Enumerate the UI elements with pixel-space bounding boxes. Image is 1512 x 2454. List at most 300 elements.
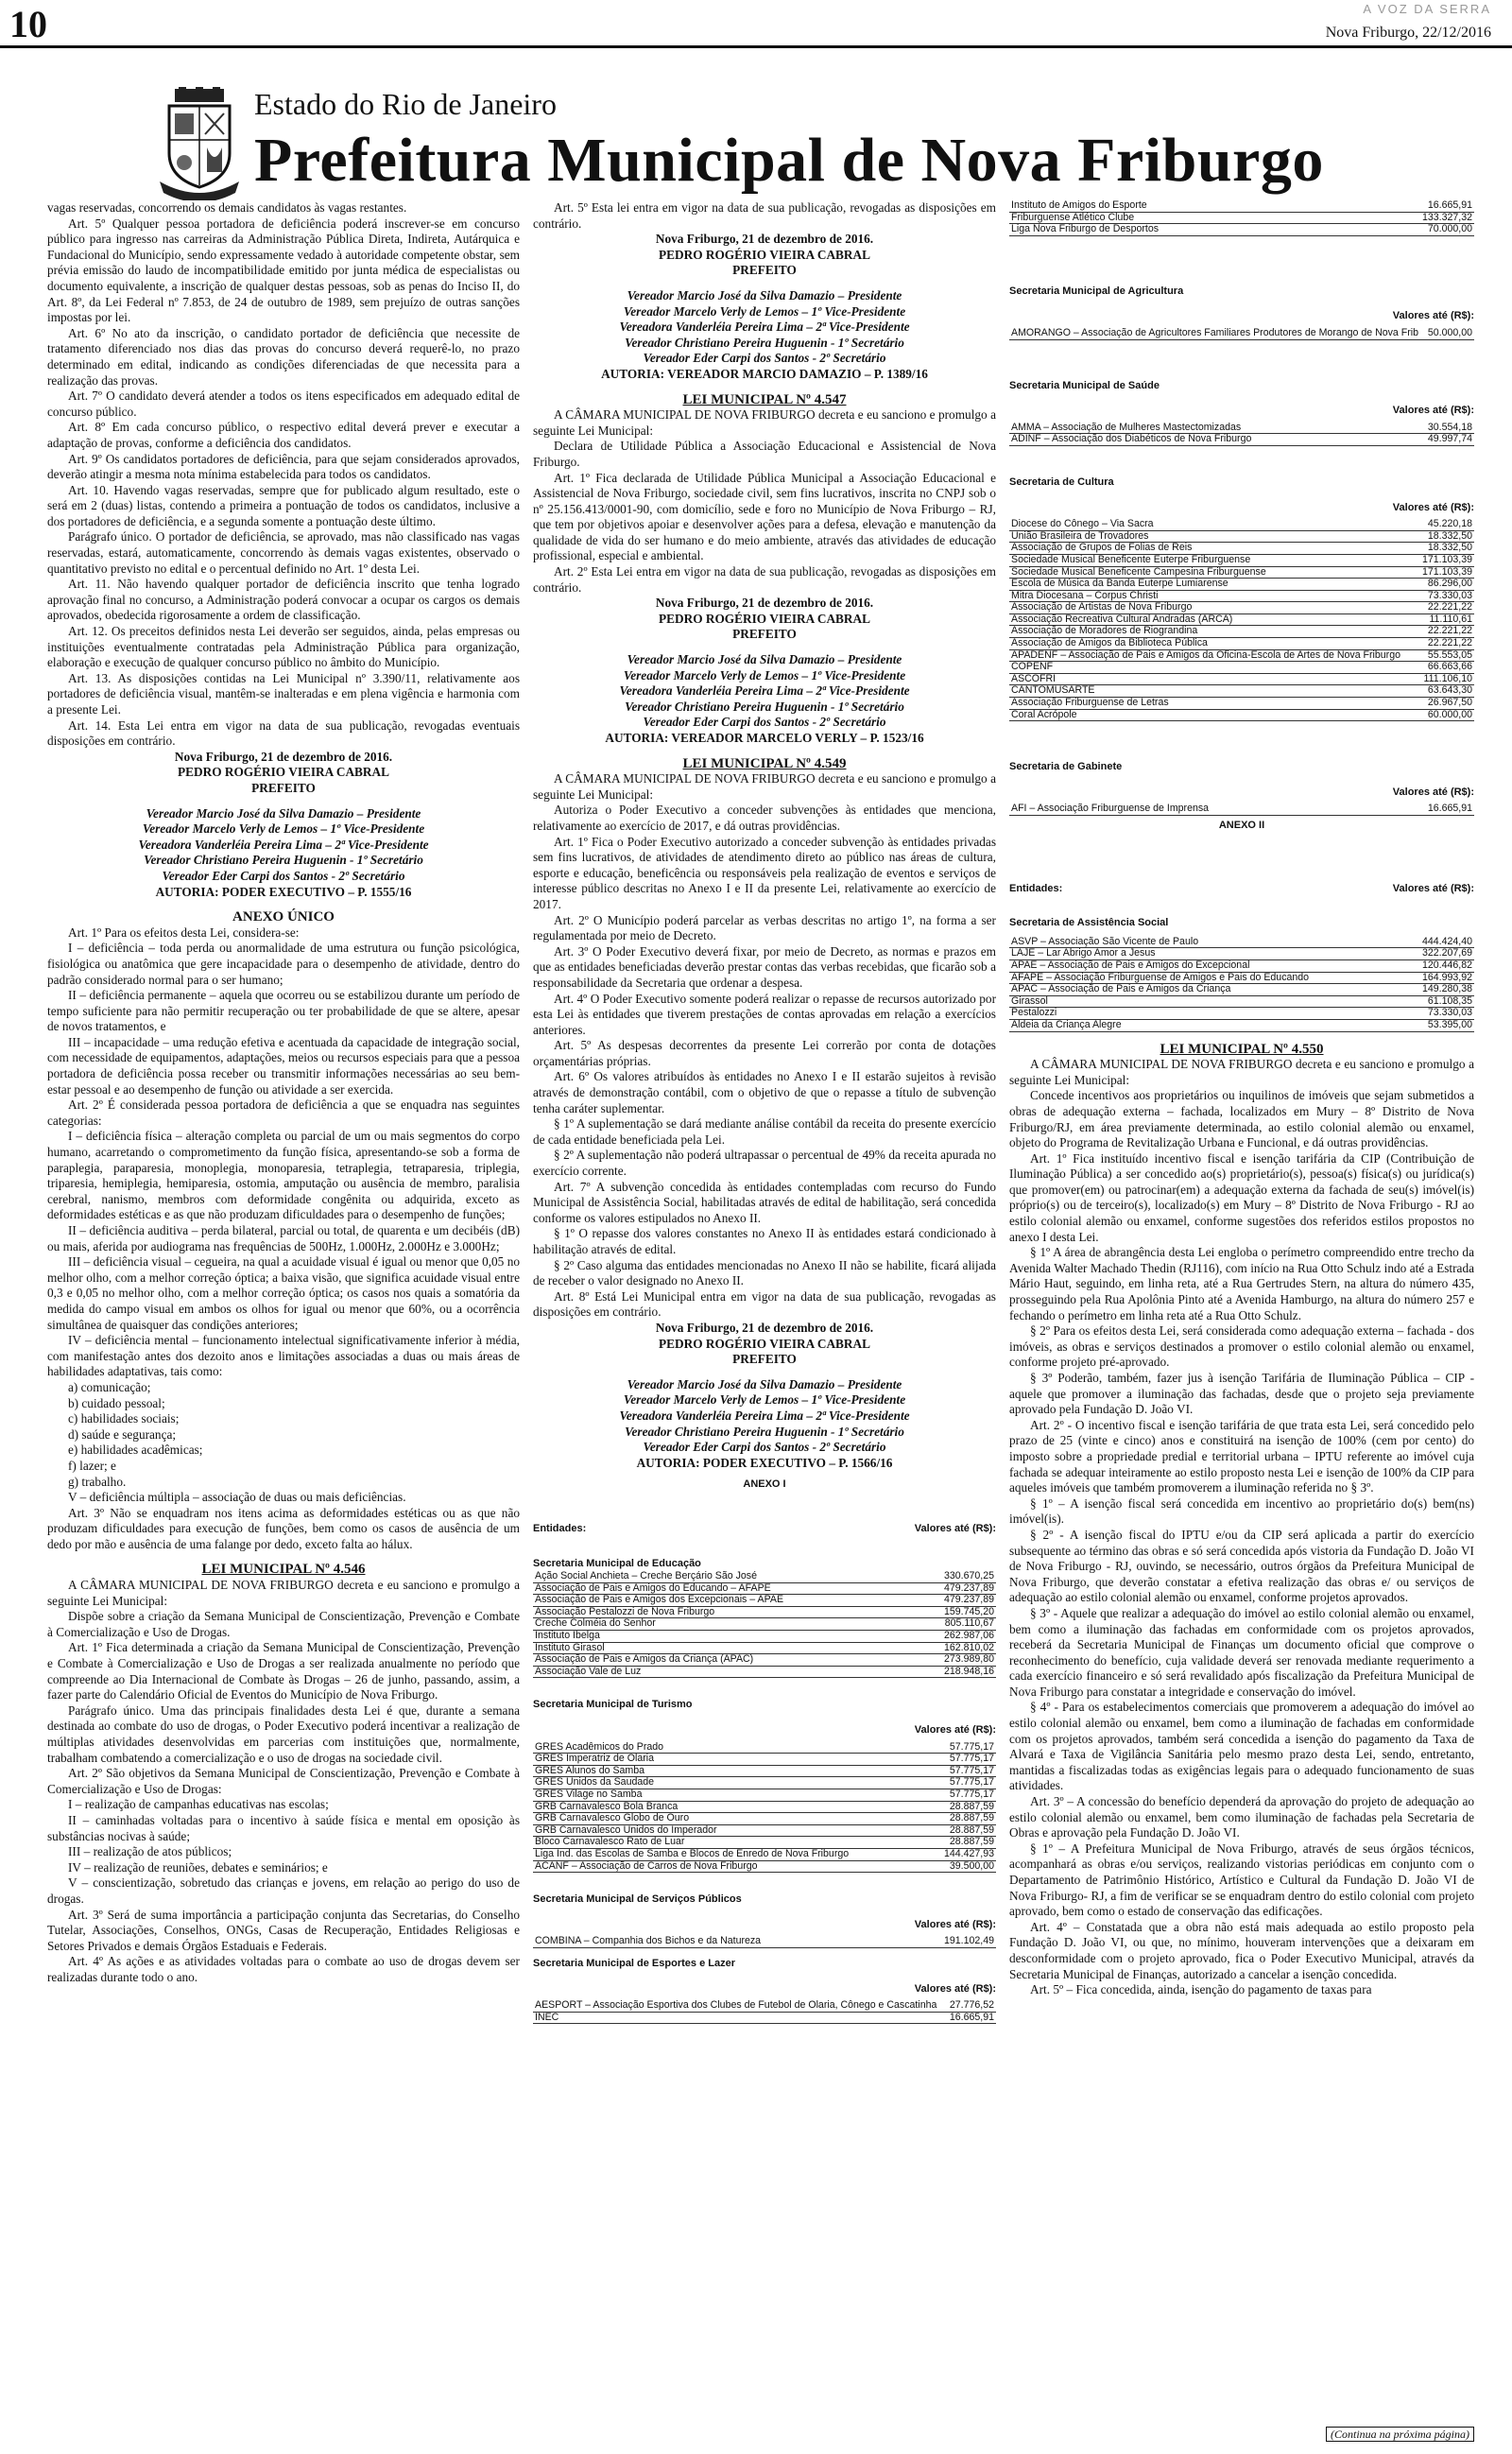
law-title: LEI MUNICIPAL Nº 4.550 xyxy=(1160,1041,1324,1057)
table-row xyxy=(533,1837,996,1849)
table-row xyxy=(533,1595,996,1607)
signatory: Vereador Marcelo Verly de Lemos – 1º Vice-Presidente xyxy=(623,667,906,683)
table-row xyxy=(533,1618,996,1631)
table-row xyxy=(533,1936,996,1947)
table-row xyxy=(533,2012,996,2024)
table-row xyxy=(1009,328,1474,339)
paragraph: Art. 2º Esta Lei entra em vigor na data de sua publicação, revogadas as disposições em contrário. xyxy=(533,564,996,595)
entity-value: 45.220,18 xyxy=(1418,519,1474,530)
entity-value: 479.237,89 xyxy=(915,1582,996,1595)
paragraph: Art. 9º Os candidatos portadores de deficiência, para que sejam considerados aprovados, deverão atingir a mesma nota mínima estabelecida para todos os candidatos. xyxy=(47,451,520,482)
entity-value: 159.745,20 xyxy=(915,1606,996,1618)
entity-name: AESPORT – Associação Esportiva dos Clubes de Futebol de Olaria, Cônego e Cascatinha xyxy=(533,2000,947,2012)
entity-value: 57.775,17 xyxy=(929,1765,996,1777)
paragraph: § 3º - Aquele que realizar a adequação do imóvel ao estilo colonial alemão ou enxamel, bem como a iluminação das fachadas em conformidade com os projetos aprovados, receberá da Secretaria Municipal de Finanças um documento oficial que comprove o reconhecimento do benefício, cuja validade deverá ser renovada mediante requerimento a cada exercício financeiro e só será revalidado após fiscalização da Prefeitura Municipal de Nova Friburgo para constatar a integridade e conservação do imóvel. xyxy=(1009,1605,1474,1699)
paragraph: Art. 10. Havendo vagas reservadas, sempre que for publicado algum resultado, este o será em 2 (duas) listas, contendo a primeira a pontuação de todos os candidatos, inclusive a dos portadores de deficiência, e a segunda somente a pontuação deste último. xyxy=(47,482,520,528)
entity-value: 218.948,16 xyxy=(915,1666,996,1678)
paragraph: Art. 2º O Município poderá parcelar as verbas descritas no artigo 1º, na forma a ser regulamentada por meio de Decreto. xyxy=(533,912,996,943)
paragraph: Art. 2º - O incentivo fiscal e isenção tarifária de que trata esta Lei, será concedido pelo prazo de 25 (vinte e cinco) anos e constituirá na isenção de 100% (cem por cento) do imposto sobre a propriedade predial e territorial urbana – IPTU referente ao imóvel cuja fachada se adequar inteiramente ao estilo proposto nesta Lei e isenção de 100% da CIP para aqueles imóveis que também promoverem a iluminação referida no § 3º. xyxy=(1009,1417,1474,1495)
table-row xyxy=(1009,602,1474,614)
mayor-title: PREFEITO xyxy=(732,1352,797,1367)
signatory: Vereadora Vanderléia Pereira Lima – 2ª Vice-Presidente xyxy=(138,837,429,852)
paragraph: Art. 12. Os preceitos definidos nesta Lei deverão ser seguidos, ainda, pelas empresas ou instituições eventualmente contratadas pela Administração Pública para organização, elaboração e execução de qualquer concurso público no âmbito do Município. xyxy=(47,624,520,670)
signatory: Vereador Marcelo Verly de Lemos – 1º Vice-Presidente xyxy=(623,1392,906,1408)
entity-name: GRES Unidos da Saudade xyxy=(533,1777,929,1789)
entity-value: 164.993,92 xyxy=(1403,972,1474,984)
entity-name: Associação de Pais e Amigos dos Excepcionais – APAE xyxy=(533,1595,915,1607)
entity-name: Associação Recreativa Cultural Andradas (ARCA) xyxy=(1009,614,1418,626)
values-label: Valores até (R$): xyxy=(1392,786,1474,798)
entity-value: 149.280,38 xyxy=(1403,984,1474,996)
paragraph: § 1º – A isenção fiscal será concedida em incentivo ao proprietário do(s) bem(ns) imóvel(is). xyxy=(1009,1495,1474,1527)
table-row xyxy=(533,1754,996,1766)
entity-name: GRB Carnavalesco Unidos do Imperador xyxy=(533,1824,929,1837)
law-title: LEI MUNICIPAL Nº 4.547 xyxy=(682,391,847,407)
paragraph: V – deficiência múltipla – associação de duas ou mais deficiências. xyxy=(68,1490,406,1505)
entity-name: AFI – Associação Friburguense de Imprensa xyxy=(1009,804,1384,815)
column-2 xyxy=(533,200,996,2024)
paragraph: Art. 1º Fica declarada de Utilidade Pública Municipal a Associação Educacional e Assistencial de Nova Friburgo, sociedade civil, sem fins lucrativos, inscrita no CNPJ sob o nº 25.156.413/0001-90, com domicílio, sede e foro no Município de Nova Friburgo – RJ, que tem por objetivos apoiar e desenvolver ações para a defesa, elevação e manutenção da qualidade de vida do ser humano e do meio ambiente, através das atividades de educação profissional, especial e ambiental. xyxy=(533,470,996,563)
mayor-title: PREFEITO xyxy=(732,263,797,278)
table-row xyxy=(1009,685,1474,698)
table-row xyxy=(1009,698,1474,710)
table-educacao xyxy=(533,1571,996,1678)
entity-name: ASCOFRI xyxy=(1009,673,1418,685)
entity-value: 330.670,25 xyxy=(915,1571,996,1582)
entity-name: Instituto Ibelga xyxy=(533,1631,915,1643)
entity-value: 22.221,22 xyxy=(1418,602,1474,614)
paragraph: § 2º A suplementação não poderá ultrapassar o percentual de 49% da receita apurada no exercício corrente. xyxy=(533,1148,996,1179)
column-1 xyxy=(47,200,520,1986)
table-row xyxy=(1009,1019,1474,1031)
table-row xyxy=(1009,709,1474,721)
section-title: Secretaria Municipal de Agricultura xyxy=(1009,285,1184,297)
entity-value: 16.665,91 xyxy=(1384,804,1474,815)
entity-value: 39.500,00 xyxy=(929,1860,996,1873)
section-title: Secretaria de Cultura xyxy=(1009,475,1114,488)
entity-name: Associação de Pais e Amigos do Educando – AFAPE xyxy=(533,1582,915,1595)
entity-name: INEC xyxy=(533,2012,947,2024)
entity-name: ASVP – Associação São Vicente de Paulo xyxy=(1009,937,1403,948)
entity-name: Associação de Moradores de Riograndina xyxy=(1009,626,1418,638)
paragraph: Parágrafo único. Uma das principais finalidades desta Lei é que, durante a semana destinada ao combate do uso de drogas, o Poder Executivo poderá incentivar a realização de múltiplas atividades desenvolvidas em parcerias com instituições que, normalmente, trabalham combatendo a comercialização e o uso de drogas na sociedade civil. xyxy=(47,1702,520,1765)
table-row xyxy=(1009,423,1474,434)
signatory: Vereadora Vanderléia Pereira Lima – 2ª Vice-Presidente xyxy=(619,683,910,699)
entity-value: 11.110,61 xyxy=(1418,614,1474,626)
values-label: Valores até (R$): xyxy=(914,1724,996,1737)
mayor-name: PEDRO ROGÉRIO VIEIRA CABRAL xyxy=(659,611,870,626)
table-row xyxy=(533,1631,996,1643)
entity-name: Bloco Carnavalesco Rato de Luar xyxy=(533,1837,929,1849)
table-row xyxy=(533,1582,996,1595)
table-row xyxy=(1009,804,1474,815)
entity-value: 322.207,69 xyxy=(1403,948,1474,960)
paragraph: Art. 5º – Fica concedida, ainda, isenção do pagamento de taxas para xyxy=(1030,1982,1372,1997)
table-row xyxy=(533,1654,996,1667)
paragraph: Art. 1º Para os efeitos desta Lei, considera-se: xyxy=(68,925,300,940)
entity-name: Associação de Grupos de Folias de Reis xyxy=(1009,543,1418,555)
mayor-name: PEDRO ROGÉRIO VIEIRA CABRAL xyxy=(659,1336,870,1351)
table-row xyxy=(1009,212,1474,224)
paragraph: Art. 4º O Poder Executivo somente poderá realizar o repasse de recursos autorizado por esta Lei às entidades que tiverem prestações de contas aprovadas em relação a exercícios anteriores. xyxy=(533,991,996,1037)
paragraph: e) habilidades acadêmicas; xyxy=(68,1443,203,1458)
table-row xyxy=(1009,995,1474,1008)
entity-name: Diocese do Cônego – Via Sacra xyxy=(1009,519,1418,530)
page-date: Nova Friburgo, 22/12/2016 xyxy=(1325,25,1491,41)
entity-name: Pestalozzi xyxy=(1009,1008,1403,1020)
paragraph: Art. 11. Não havendo qualquer portador de deficiência inscrito que tenha logrado aprovação final no concurso, a Administração poderá convocar a ocupar os cargos os demais aprovados, obedecida rigorosamente a ordem de classificação. xyxy=(47,577,520,623)
paragraph: Art. 13. As disposições contidas na Lei Municipal nº 3.390/11, relativamente aos portadores de deficiência visual, mantêm-se inalteradas e em plena vigência e harmonia com a presente Lei. xyxy=(47,670,520,717)
signatory: Vereador Marcio José da Silva Damazio – Presidente xyxy=(627,1376,902,1391)
place-date: Nova Friburgo, 21 de dezembro de 2016. xyxy=(174,749,393,764)
table-turismo xyxy=(533,1742,996,1874)
entities-label: Entidades: xyxy=(533,1522,587,1534)
table-row xyxy=(533,1642,996,1654)
paragraph: Art. 5º Esta lei entra em vigor na data de sua publicação, revogadas as disposições em contrário. xyxy=(533,200,996,231)
paragraph: Art. 2º É considerada pessoa portadora de deficiência a que se enquadra nas seguintes categorias: xyxy=(47,1097,520,1128)
annex-title: ANEXO ÚNICO xyxy=(232,909,335,925)
entity-name: CANTOMUSARTE xyxy=(1009,685,1418,698)
entity-value: 57.775,17 xyxy=(929,1754,996,1766)
table-row xyxy=(1009,519,1474,530)
newspaper-name: A VOZ DA SERRA xyxy=(1363,2,1491,16)
table-esportes-cont xyxy=(1009,200,1474,236)
entity-name: Girassol xyxy=(1009,995,1403,1008)
mayor-name: PEDRO ROGÉRIO VIEIRA CABRAL xyxy=(178,765,389,780)
entity-name: Instituto de Amigos do Esporte xyxy=(1009,200,1352,212)
table-row xyxy=(533,1571,996,1582)
paragraph: Autoriza o Poder Executivo a conceder subvenções às entidades que menciona, relativamente ao exercício de 2017, e dá outras providências. xyxy=(533,803,996,833)
entity-name: Mitra Diocesana – Corpus Christi xyxy=(1009,590,1418,602)
entity-value: 28.887,59 xyxy=(929,1824,996,1837)
paragraph: Art. 7º O candidato deverá atender a todos os itens especificados em adequado edital de concurso público. xyxy=(47,389,520,419)
paragraph: Art. 1º Fica o Poder Executivo autorizado a conceder subvenção às entidades privadas sem fins lucrativos, de atividades de atendimento direto ao público nas áreas de cultura, esporte e educação, beneficência ou responsáveis pela realização de eventos e serviços de interesse público descritas no Anexo I e II da presente Lei, relativamente ao exercício de 2017. xyxy=(533,834,996,911)
entity-value: 273.989,80 xyxy=(915,1654,996,1667)
table-row xyxy=(533,1606,996,1618)
paragraph: Art. 8º Está Lei Municipal entra em vigor na data de sua publicação, revogadas as disposições em contrário. xyxy=(533,1288,996,1320)
authorship: AUTORIA: PODER EXECUTIVO – P. 1555/16 xyxy=(155,884,412,899)
paragraph: Art. 3º Não se enquadram nos itens acima as deformidades estéticas ou as que não produzam dificuldades para execução de funções, bem como os casos de ausência de um dedo por mão e ausência de uma falange por dedo, exceto falta ao hálux. xyxy=(47,1505,520,1551)
entity-value: 171.103,39 xyxy=(1418,554,1474,566)
paragraph: Concede incentivos aos proprietários ou inquilinos de imóveis que sejam submetidos a obras de adequação externa – fachada, localizados em Mury – 8º Distrito de Nova Friburgo/RJ, em área previamente determinada, ao estilo colonial alemão ou enxamel, objeto do Programa de Revitalização Urbana e Funcional, e dá outras providências. xyxy=(1009,1088,1474,1150)
table-row xyxy=(1009,566,1474,579)
entity-name: AMMA – Associação de Mulheres Mastectomizadas xyxy=(1009,423,1398,434)
entity-value: 262.987,06 xyxy=(915,1631,996,1643)
signatory: Vereador Marcio José da Silva Damazio – Presidente xyxy=(146,805,421,821)
entity-value: 63.643,30 xyxy=(1418,685,1474,698)
table-gabinete xyxy=(1009,804,1474,816)
values-label: Valores até (R$): xyxy=(914,1982,996,1995)
entity-name: Sociedade Musical Beneficente Campesina Friburguense xyxy=(1009,566,1418,579)
paragraph: Art. 3º – A concessão do benefício dependerá da aprovação do projeto de adequação ao estilo colonial alemão ou enxamel, bem como iluminação de fachadas pela Secretaria de Obras e aprovação pela Fundação D. João VI. xyxy=(1009,1794,1474,1840)
table-row xyxy=(1009,543,1474,555)
entity-name: AMORANGO – Associação de Agricultores Familiares Produtores de Morango de Nova Frib xyxy=(1009,328,1425,339)
table-row xyxy=(1009,638,1474,650)
city-crest-icon xyxy=(156,87,243,200)
mayor-title: PREFEITO xyxy=(251,780,316,795)
entity-value: 26.967,50 xyxy=(1418,698,1474,710)
paragraph: A CÂMARA MUNICIPAL DE NOVA FRIBURGO decreta e eu sanciono e promulgo a seguinte Lei Municipal: xyxy=(533,771,996,802)
place-date: Nova Friburgo, 21 de dezembro de 2016. xyxy=(655,232,874,247)
entity-value: 49.997,74 xyxy=(1398,434,1474,446)
entity-value: 144.427,93 xyxy=(929,1848,996,1860)
entity-value: 57.775,17 xyxy=(929,1789,996,1802)
entity-name: Associação Vale de Luz xyxy=(533,1666,915,1678)
values-label: Valores até (R$): xyxy=(1392,501,1474,513)
paragraph: Art. 2º São objetivos da Semana Municipal de Conscientização, Prevenção e Combate à Comercialização e Uso de Drogas: xyxy=(47,1766,520,1796)
signatory: Vereadora Vanderléia Pereira Lima – 2ª Vice-Presidente xyxy=(619,320,910,335)
entity-name: COMBINA – Companhia dos Bichos e da Natureza xyxy=(533,1936,908,1947)
signatory: Vereador Eder Carpi dos Santos - 2º Secretário xyxy=(643,715,886,730)
entity-value: 444.424,40 xyxy=(1403,937,1474,948)
signatory: Vereador Marcio José da Silva Damazio – Presidente xyxy=(627,287,902,302)
entities-label: Entidades: xyxy=(1009,882,1063,894)
section-title: Secretaria Municipal de Serviços Públicos xyxy=(533,1893,742,1906)
table-row xyxy=(533,1801,996,1813)
entity-name: Liga Ind. das Escolas de Samba e Blocos de Enredo de Nova Friburgo xyxy=(533,1848,929,1860)
paragraph: V – conscientização, sobretudo das crianças e jovens, em relação ao perigo do uso de drogas. xyxy=(47,1875,520,1906)
mayor-name: PEDRO ROGÉRIO VIEIRA CABRAL xyxy=(659,247,870,262)
table-row xyxy=(1009,673,1474,685)
table-row xyxy=(1009,590,1474,602)
table-row xyxy=(1009,626,1474,638)
entity-name: APAE – Associação de Pais e Amigos do Excepcional xyxy=(1009,959,1403,972)
entity-value: 28.887,59 xyxy=(929,1813,996,1825)
entity-value: 171.103,39 xyxy=(1418,566,1474,579)
entity-value: 479.237,89 xyxy=(915,1595,996,1607)
table-row xyxy=(1009,554,1474,566)
annex-1-title: ANEXO I xyxy=(743,1478,786,1491)
paragraph: Art. 6º Os valores atribuídos às entidades no Anexo I e II estarão sujeitos à revisão através de demonstração contábil, com o objetivo de que o repasse a título de subvenção tenha caráter suplementar. xyxy=(533,1069,996,1115)
column-3 xyxy=(1009,200,1474,1998)
entity-value: 16.665,91 xyxy=(947,2012,996,2024)
entity-value: 22.221,22 xyxy=(1418,626,1474,638)
paragraph: Art. 3º Será de suma importância a participação conjunta das Secretarias, do Conselho Tutelar, Associações, Conselhos, ONGs, Casas de Recuperação, Entidades Religiosas e Setores Privados e demais Órgãos Estaduais e Federais. xyxy=(47,1907,520,1953)
entity-value: 61.108,35 xyxy=(1403,995,1474,1008)
table-esportes xyxy=(533,2000,996,2024)
entity-value: 28.887,59 xyxy=(929,1801,996,1813)
table-row xyxy=(1009,662,1474,674)
paragraph: Parágrafo único. O portador de deficiência, se aprovado, mas não classificado nas vagas reservadas, estará, automaticamente, concorrendo às demais vagas existentes, observado o quantitativo previsto no edital e o percentual definido no Art. 1º desta Lei. xyxy=(47,529,520,576)
table-row xyxy=(533,1860,996,1873)
paragraph: § 1º A área de abrangência desta Lei engloba o perímetro compreendido entre trecho da Avenida Walter Machado Thedin (RJ116), com início na Rua Otto Schulz indo até a Estrada Mário Haut, seguindo, em linha reta, até a Rua Gertrudes Stern, na altura do número 435, prosseguindo pela Rua Apolônia Pinto até a Avenida Hamburgo, na altura do número 257 e fechando o perímetro em linha reta até a Rua Otto Schulz. xyxy=(1009,1245,1474,1322)
entity-value: 120.446,82 xyxy=(1403,959,1474,972)
paragraph: b) cuidado pessoal; xyxy=(68,1395,165,1410)
table-row xyxy=(533,1848,996,1860)
paragraph: A CÂMARA MUNICIPAL DE NOVA FRIBURGO decreta e eu sanciono e promulgo a seguinte Lei Municipal: xyxy=(1009,1057,1474,1087)
table-row xyxy=(533,1777,996,1789)
values-label: Valores até (R$): xyxy=(1392,882,1474,894)
table-cultura xyxy=(1009,519,1474,721)
continued-note xyxy=(1326,2428,1474,2442)
entity-name: GRES Vilage no Samba xyxy=(533,1789,929,1802)
paragraph: Art. 4º – Constatada que a obra não está mais adequada ao estilo proposto pela Fundação D. João VI, ou que, no mínimo, houveram intervenções que a deixaram em desconformidade com o projeto aprovado, fica o Poder Executivo Municipal, através da Secretaria Municipal de Finanças, autorizado a cancelar a isenção concedida. xyxy=(1009,1919,1474,1981)
masthead xyxy=(156,66,1384,208)
entity-value: 16.665,91 xyxy=(1352,200,1474,212)
entity-name: COPENF xyxy=(1009,662,1418,674)
section-title: Secretaria Municipal de Educação xyxy=(533,1557,701,1569)
entity-name: Instituto Girasol xyxy=(533,1642,915,1654)
table-row xyxy=(533,1813,996,1825)
table-row xyxy=(533,1789,996,1802)
entity-value: 73.330,03 xyxy=(1418,590,1474,602)
entity-value: 66.663,66 xyxy=(1418,662,1474,674)
entity-value: 70.000,00 xyxy=(1352,224,1474,236)
entity-name: APAC – Associação de Pais e Amigos da Criança xyxy=(1009,984,1403,996)
entity-name: GRB Carnavalesco Bola Branca xyxy=(533,1801,929,1813)
table-row xyxy=(533,1742,996,1754)
entity-value: 30.554,18 xyxy=(1398,423,1474,434)
entity-name: Associação de Amigos da Biblioteca Pública xyxy=(1009,638,1418,650)
entity-value: 53.395,00 xyxy=(1403,1019,1474,1031)
entity-name: GRES Acadêmicos do Prado xyxy=(533,1742,929,1754)
entity-value: 50.000,00 xyxy=(1425,328,1474,339)
paragraph: § 2º - A isenção fiscal do IPTU e/ou da CIP será aplicada a partir do exercício subsequente ao término das obras e só será concedida após vistoria da Fundação D. João VI de Nova Friburgo - RJ, ouvindo, se necessário, outros órgãos da Prefeitura Municipal de Nova Friburgo, que deverão constatar a efetiva realização das obras e/ ou serviços de adequação ao estilo colonial alemão ou enxamel, conforme projetos aprovados. xyxy=(1009,1527,1474,1605)
entity-name: Ação Social Anchieta – Creche Berçário São José xyxy=(533,1571,915,1582)
signatory: Vereador Marcelo Verly de Lemos – 1º Vice-Presidente xyxy=(623,303,906,319)
entity-name: Associação Friburguense de Letras xyxy=(1009,698,1418,710)
table-row xyxy=(1009,579,1474,591)
table-header xyxy=(1009,881,1474,897)
paragraph: § 3º Poderão, também, fazer jus à isenção Tarifária de Iluminação Pública – CIP - aquele que promover a iluminação das fachadas, desde que o projeto seja previamente aprovado pela Fundação D. João VI. xyxy=(1009,1371,1474,1417)
entity-name: Liga Nova Friburgo de Desportos xyxy=(1009,224,1352,236)
paragraph: § 1º A suplementação se dará mediante análise contábil da receita do presente exercício de cada entidade beneficiada pela Lei. xyxy=(533,1116,996,1147)
table-row xyxy=(1009,1008,1474,1020)
entity-value: 18.332,50 xyxy=(1418,543,1474,555)
table-row xyxy=(1009,530,1474,543)
paragraph: d) saúde e segurança; xyxy=(68,1426,177,1442)
signatory: Vereador Christiano Pereira Huguenin - 1º Secretário xyxy=(625,699,904,714)
entity-name: Sociedade Musical Beneficente Euterpe Friburguense xyxy=(1009,554,1418,566)
table-saude xyxy=(1009,423,1474,446)
section-title: Secretaria Municipal de Saúde xyxy=(1009,379,1160,391)
entity-value: 22.221,22 xyxy=(1418,638,1474,650)
signatory: Vereador Eder Carpi dos Santos - 2º Secretário xyxy=(162,868,405,883)
paragraph: Art. 1º Fica instituído incentivo fiscal e isenção tarifária da CIP (Contribuição de Iluminação Pública) a ser concedido ao(s) proprietário(s), pessoa(s) física(s) ou jurídica(s) que promover(em) ou patrocinar(em) a adequação externa da fachada de seu(s) imóvel(is) próprio(s) ou de terceiro(s), localizado(s) em Mury – 8º Distrito de Nova Friburgo - RJ ao estilo colonial alemão ou enxamel, conforme sugestões dos referidos estilos propostos no anexo I desta Lei. xyxy=(1009,1150,1474,1244)
law-title: LEI MUNICIPAL Nº 4.549 xyxy=(682,755,847,771)
table-row xyxy=(1009,948,1474,960)
signatory: Vereador Christiano Pereira Huguenin - 1º Secretário xyxy=(625,335,904,350)
paragraph: III – realização de atos públicos; xyxy=(68,1844,232,1859)
entity-value: 86.296,00 xyxy=(1418,579,1474,591)
entity-name: Creche Colméia do Senhor xyxy=(533,1618,915,1631)
mayor-title: PREFEITO xyxy=(732,627,797,642)
paragraph: III – deficiência visual – cegueira, na qual a acuidade visual é igual ou menor que 0,05 no melhor olho, com a melhor correção óptica; a baixa visão, que significa acuidade visual entre 0,3 e 0,05 no melhor olho, com a melhor correção óptica; os casos nos quais a somatória da medida do campo visual em ambos os olhos for igual ou menor que 60%, ou a ocorrência simultânea de quaisquer das condições anteriores; xyxy=(47,1254,520,1332)
table-row xyxy=(1009,434,1474,446)
entity-name: APADENF – Associação de Pais e Amigos da Oficina-Escola de Artes de Nova Friburgo xyxy=(1009,649,1418,662)
signatory: Vereador Marcelo Verly de Lemos – 1º Vice-Presidente xyxy=(142,821,425,837)
entity-value: 18.332,50 xyxy=(1418,530,1474,543)
entity-value: 805.110,67 xyxy=(915,1618,996,1631)
table-row xyxy=(1009,200,1474,212)
entity-name: Associação de Pais e Amigos da Criança (APAC) xyxy=(533,1654,915,1667)
paragraph: Art. 5º Qualquer pessoa portadora de deficiência poderá inscrever-se em concurso público para ingresso nas carreiras da Administração Pública Direta, Indireta, Autárquica e Fundacional do Município, sendo expressamente vedado à autoridade competente obstar, sem prévia emissão do laudo de incompatibilidade emitido por junta médica de especialistas ou documento equivalente, a inscrição de qualquer destas pessoas, sob as penas do Inciso II, do Art. 8º, da Lei Federal nº 7.853, de 24 de outubro de 1989, sem prejuízo de outras sanções impostas por lei. xyxy=(47,216,520,325)
continued-label: (Continua na próxima página) xyxy=(1326,2427,1474,2442)
paragraph: Art. 3º O Poder Executivo deverá fixar, por meio de Decreto, as normas e prazos em que as entidades beneficiadas deverão prestar contas das verbas recebidas, que ficarão sob a responsabilidade da Secretaria que ordenar a despesa. xyxy=(533,943,996,990)
entity-name: União Brasileira de Trovadores xyxy=(1009,530,1418,543)
table-servicos xyxy=(533,1936,996,1948)
entity-name: GRES Alunos do Samba xyxy=(533,1765,929,1777)
signatory: Vereador Eder Carpi dos Santos - 2º Secretário xyxy=(643,1440,886,1455)
paragraph: A CÂMARA MUNICIPAL DE NOVA FRIBURGO decreta e eu sanciono e promulgo a seguinte Lei Municipal: xyxy=(533,407,996,438)
place-date: Nova Friburgo, 21 de dezembro de 2016. xyxy=(655,1320,874,1335)
entity-value: 27.776,52 xyxy=(947,2000,996,2012)
entity-value: 55.553,05 xyxy=(1418,649,1474,662)
entity-name: Aldeia da Criança Alegre xyxy=(1009,1019,1403,1031)
entity-value: 133.327,32 xyxy=(1352,212,1474,224)
entity-name: Associação de Artistas de Nova Friburgo xyxy=(1009,602,1418,614)
paragraph: a) comunicação; xyxy=(68,1379,151,1394)
authorship: AUTORIA: PODER EXECUTIVO – P. 1566/16 xyxy=(636,1455,893,1470)
paragraph: Art. 5º As despesas decorrentes da presente Lei correrão por conta de dotações orçamentárias próprias. xyxy=(533,1038,996,1068)
section-title: Secretaria de Gabinete xyxy=(1009,761,1123,773)
page-header xyxy=(0,0,1512,48)
entity-value: 191.102,49 xyxy=(908,1936,996,1947)
values-label: Valores até (R$): xyxy=(914,1918,996,1930)
entity-name: Associação Pestalozzi de Nova Friburgo xyxy=(533,1606,915,1618)
signatory: Vereador Christiano Pereira Huguenin - 1º Secretário xyxy=(625,1424,904,1439)
paragraph: § 1º – A Prefeitura Municipal de Nova Friburgo, através de seus órgãos técnicos, acompanhará as obras e/ou serviços, realizando vistorias periódicas em conjunto com o Departamento de Patrimônio Histórico, Artístico e Cultural da Fundação D. João VI de Nova Friburgo- RJ, a fim de verificar se se enquadram dentro do estilo colonial com projeto aprovado, bem como o estado de conservação das edificações. xyxy=(1009,1840,1474,1919)
entity-value: 162.810,02 xyxy=(915,1642,996,1654)
entity-value: 60.000,00 xyxy=(1418,709,1474,721)
signatory: Vereador Marcio José da Silva Damazio – Presidente xyxy=(627,652,902,667)
table-row xyxy=(533,1765,996,1777)
entity-name: Coral Acrópole xyxy=(1009,709,1418,721)
table-row xyxy=(1009,984,1474,996)
paragraph: § 1º O repasse dos valores constantes no Anexo II às entidades estará condicionado à habilitação através de edital. xyxy=(533,1226,996,1256)
paragraph: § 2º Para os efeitos desta Lei, será considerada como adequação externa – fachada - dos imóveis, as obras e serviços destinados a promover o estilo colonial alemão ou enxamel, conforme projeto pré-aprovado. xyxy=(1009,1323,1474,1370)
paragraph: § 2º Caso alguma das entidades mencionadas no Anexo II não se habilite, ficará alijada de receber o valor designado no Anexo II. xyxy=(533,1257,996,1288)
table-row xyxy=(533,1666,996,1678)
paragraph: Declara de Utilidade Pública a Associação Educacional e Assistencial de Nova Friburgo. xyxy=(533,439,996,469)
state-name: Estado do Rio de Janeiro xyxy=(254,87,557,121)
paragraph: g) trabalho. xyxy=(68,1474,127,1489)
table-row xyxy=(1009,614,1474,626)
city-hall-title: Prefeitura Municipal de Nova Friburgo xyxy=(254,126,1324,195)
table-row xyxy=(1009,224,1474,236)
annex-2-title: ANEXO II xyxy=(1218,820,1265,831)
paragraph: I – realização de campanhas educativas nas escolas; xyxy=(68,1797,329,1812)
paragraph: IV – realização de reuniões, debates e seminários; e xyxy=(68,1859,328,1875)
values-label: Valores até (R$): xyxy=(914,1522,996,1534)
paragraph: Art. 1º Fica determinada a criação da Semana Municipal de Conscientização, Prevenção e Combate à Comercialização e Uso de Drogas a ser realizada anualmente no período que compreende ao Dia Internacional de Combate às Drogas – 26 de junho, passando, assim, a fazer parte do Calendário Oficial de Eventos do Município de Nova Friburgo. xyxy=(47,1640,520,1702)
entity-value: 57.775,17 xyxy=(929,1777,996,1789)
paragraph: c) habilidades sociais; xyxy=(68,1411,180,1426)
entity-value: 111.106,10 xyxy=(1418,673,1474,685)
entity-value: 57.775,17 xyxy=(929,1742,996,1754)
entity-name: GRB Carnavalesco Globo de Ouro xyxy=(533,1813,929,1825)
table-row xyxy=(1009,649,1474,662)
signatory: Vereador Eder Carpi dos Santos - 2º Secretário xyxy=(643,351,886,366)
paragraph: II – deficiência auditiva – perda bilateral, parcial ou total, de quarenta e um decibéis (dB) ou mais, aferida por audiograma nas frequências de 500Hz, 1.000Hz, 2.000Hz e 3.000Hz; xyxy=(47,1223,520,1253)
values-label: Valores até (R$): xyxy=(1392,405,1474,417)
entity-value: 28.887,59 xyxy=(929,1837,996,1849)
signatory: Vereadora Vanderléia Pereira Lima – 2ª Vice-Presidente xyxy=(619,1408,910,1423)
entity-name: AFAPE – Associação Friburguense de Amigos e Pais do Educando xyxy=(1009,972,1403,984)
section-title: Secretaria Municipal de Turismo xyxy=(533,1699,693,1711)
entity-name: GRES Imperatriz de Olaria xyxy=(533,1754,929,1766)
entity-name: Friburguense Atlético Clube xyxy=(1009,212,1352,224)
table-row xyxy=(533,2000,996,2012)
entity-name: LAJE – Lar Abrigo Amor a Jesus xyxy=(1009,948,1403,960)
paragraph: § 4º - Para os estabelecimentos comerciais que promoverem a adequação do imóvel ao estilo colonial alemão ou enxamel, bem como a iluminação de fachadas em conformidade com os projetos aprovados, também será concedida a isenção do pagamento da Taxa de Alvará e Taxa de Vigilância Sanitária pelo mesmo prazo desta Lei, sendo, entretanto, mantidas a fiscalizadas todas as exigências legais para o adequado funcionamento de suas atividades. xyxy=(1009,1700,1474,1793)
values-label: Valores até (R$): xyxy=(1392,310,1474,322)
table-agricultura xyxy=(1009,328,1474,340)
paragraph: I – deficiência – toda perda ou anormalidade de uma estrutura ou função psicológica, fisiológica ou anatômica que gere incapacidade para o desempenho de atividade, dentro do padrão considerado normal para o ser humano; xyxy=(47,941,520,987)
paragraph: Art. 8º Em cada concurso público, o respectivo edital deverá prever e executar a adaptação de provas, conforme a deficiência dos candidatos. xyxy=(47,420,520,450)
section-title: Secretaria Municipal de Esportes e Lazer xyxy=(533,1957,735,1969)
place-date: Nova Friburgo, 21 de dezembro de 2016. xyxy=(655,596,874,611)
